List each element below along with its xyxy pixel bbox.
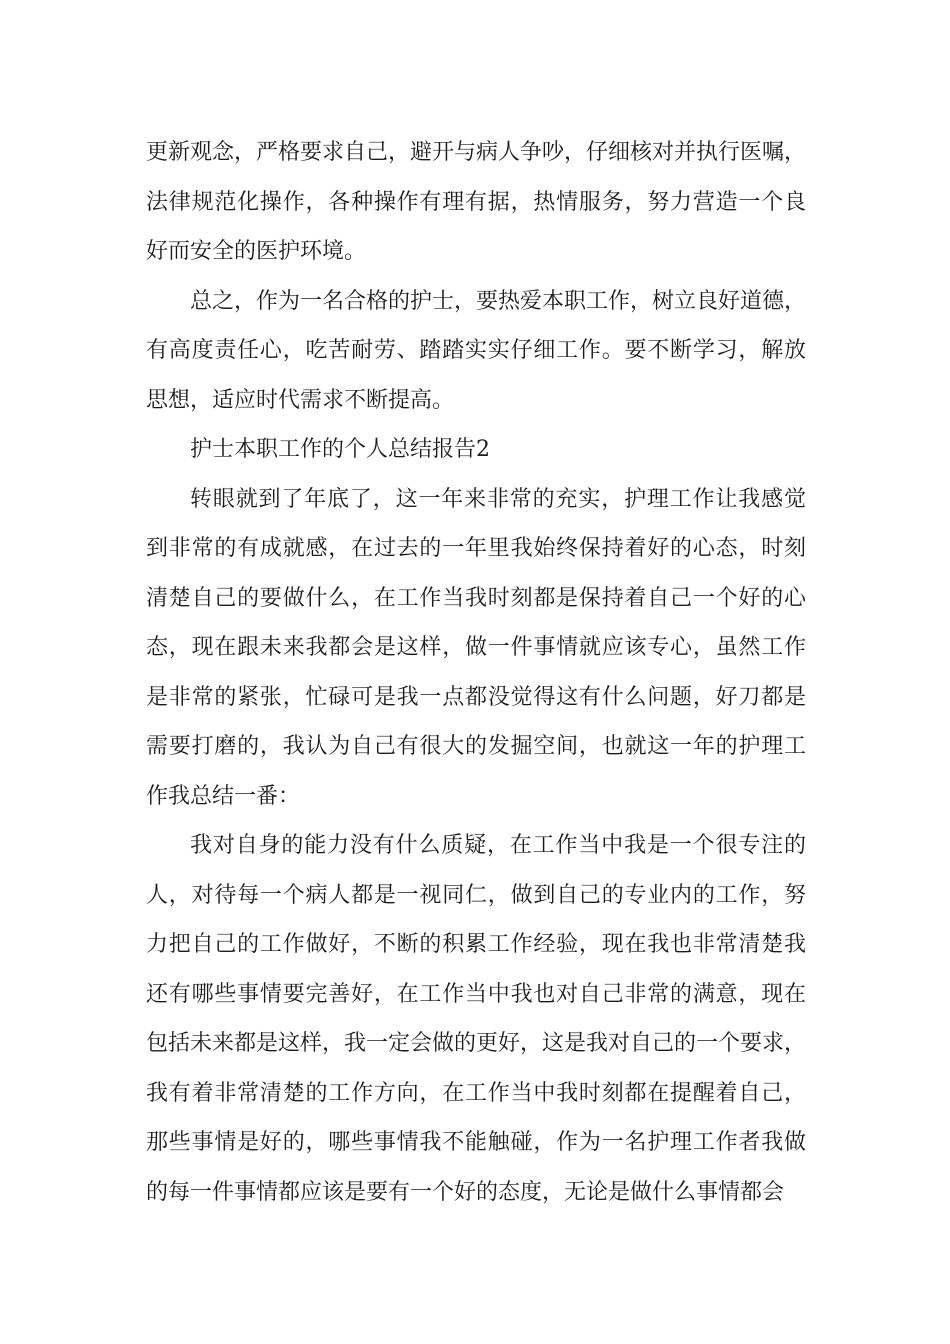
heading-text: 护士本职工作的个人总结报告2 bbox=[190, 437, 490, 462]
paragraph-line: 的每一件事情都应该是要有一个好的态度，无论是做什么事情都会 bbox=[146, 1179, 785, 1205]
paragraph-line: 力把自己的工作做好，不断的积累工作经验，现在我也非常清楚我 bbox=[146, 932, 806, 957]
paragraph-line: 人，对待每一个病人都是一视同仁，做到自己的专业内的工作，努 bbox=[146, 882, 806, 908]
paragraph-line: 我有着非常清楚的工作方向，在工作当中我时刻都在提醒着自己， bbox=[146, 1080, 806, 1106]
paragraph-line: 我对自身的能力没有什么质疑，在工作当中我是一个很专注的 bbox=[190, 833, 806, 858]
paragraph-line: 法律规范化操作，各种操作有理有据，热情服务，努力营造一个良 bbox=[146, 189, 806, 215]
paragraph-line: 转眼就到了年底了，这一年来非常的充实，护理工作让我感觉 bbox=[190, 486, 806, 512]
paragraph-line: 需要打磨的，我认为自己有很大的发掘空间，也就这一年的护理工 bbox=[146, 734, 806, 759]
paragraph-line: 总之，作为一名合格的护士，要热爱本职工作，树立良好道德， bbox=[190, 288, 807, 314]
paragraph-line: 到非常的有成就感，在过去的一年里我始终保持着好的心态，时刻 bbox=[146, 536, 806, 561]
paragraph-line: 那些事情是好的，哪些事情我不能触碰，作为一名护理工作者我做 bbox=[146, 1130, 806, 1155]
paragraph-line: 还有哪些事情要完善好，在工作当中我也对自己非常的满意，现在 bbox=[146, 981, 806, 1007]
paragraph-line: 思想，适应时代需求不断提高。 bbox=[146, 387, 455, 413]
paragraph-line: 是非常的紧张，忙碌可是我一点都没觉得这有什么问题，好刀都是 bbox=[146, 684, 806, 710]
paragraph-line: 有高度责任心，吃苦耐劳、踏踏实实仔细工作。要不断学习，解放 bbox=[146, 338, 806, 363]
paragraph-line: 包括未来都是这样，我一定会做的更好，这是我对自己的一个要求， bbox=[146, 1031, 807, 1056]
paragraph bbox=[146, 277, 806, 426]
paragraph bbox=[146, 128, 806, 277]
document-body bbox=[146, 128, 806, 1217]
paragraph-line: 作我总结一番： bbox=[146, 783, 301, 809]
paragraph-line: 好而安全的医护环境。 bbox=[146, 239, 367, 264]
paragraph-line: 态，现在跟未来我都会是这样，做一件事情就应该专心，虽然工作 bbox=[146, 635, 806, 660]
section-heading bbox=[146, 425, 806, 475]
paragraph bbox=[146, 821, 806, 1217]
paragraph-line: 更新观念，严格要求自己，避开与病人争吵，仔细核对并执行医嘱， bbox=[146, 140, 807, 165]
paragraph bbox=[146, 475, 806, 822]
paragraph-line: 清楚自己的要做什么，在工作当我时刻都是保持着自己一个好的心 bbox=[146, 585, 806, 611]
